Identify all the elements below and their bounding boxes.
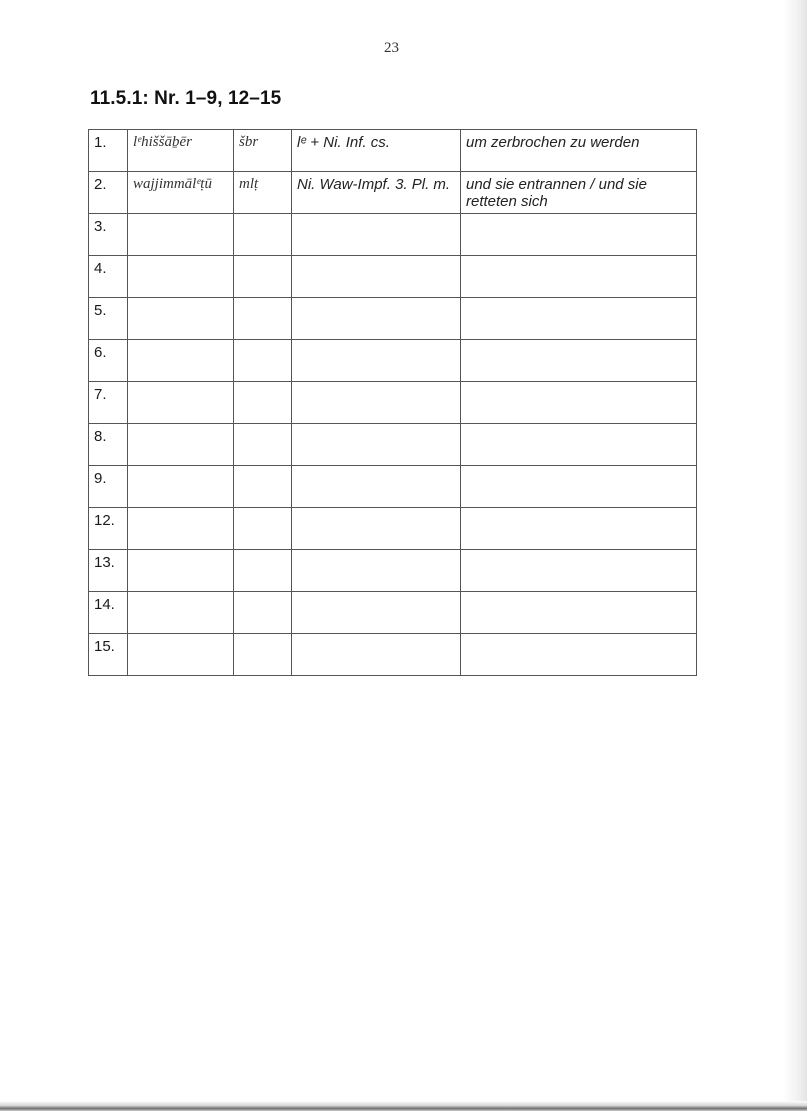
table-row — [89, 130, 697, 172]
root-cell — [234, 634, 292, 676]
analysis-cell: lᵉ + Ni. Inf. cs. — [292, 130, 461, 172]
row-number: 8. — [89, 424, 128, 466]
root-cell — [234, 592, 292, 634]
row-number: 6. — [89, 340, 128, 382]
word-form-cell — [128, 256, 234, 298]
row-number: 3. — [89, 214, 128, 256]
analysis-cell — [292, 424, 461, 466]
word-form-cell: lᵉhiššāḇēr — [128, 130, 234, 172]
row-number: 2. — [89, 172, 128, 214]
root-cell — [234, 424, 292, 466]
table-row — [89, 634, 697, 676]
root-cell — [234, 508, 292, 550]
word-form-cell — [128, 550, 234, 592]
translation-cell: und sie entrannen / und sie retteten sich — [461, 172, 697, 214]
translation-cell — [461, 256, 697, 298]
section-heading: 11.5.1: Nr. 1–9, 12–15 — [90, 88, 282, 109]
translation-cell — [461, 214, 697, 256]
translation-cell — [461, 466, 697, 508]
translation-cell — [461, 382, 697, 424]
root-cell: mlṭ — [234, 172, 292, 214]
row-number: 14. — [89, 592, 128, 634]
table-row — [89, 424, 697, 466]
analysis-cell — [292, 256, 461, 298]
scan-bottom-shadow — [0, 1101, 807, 1111]
table-row — [89, 550, 697, 592]
row-number: 12. — [89, 508, 128, 550]
translation-cell — [461, 592, 697, 634]
analysis-cell — [292, 592, 461, 634]
analysis-cell — [292, 298, 461, 340]
row-number: 1. — [89, 130, 128, 172]
word-form-cell — [128, 466, 234, 508]
exercise-table — [88, 129, 697, 676]
root-cell — [234, 550, 292, 592]
table-row — [89, 214, 697, 256]
root-cell — [234, 298, 292, 340]
table-row — [89, 466, 697, 508]
root-cell — [234, 340, 292, 382]
analysis-cell — [292, 466, 461, 508]
root-cell — [234, 382, 292, 424]
analysis-cell: Ni. Waw-Impf. 3. Pl. m. — [292, 172, 461, 214]
word-form-cell — [128, 592, 234, 634]
word-form-cell — [128, 340, 234, 382]
translation-cell — [461, 298, 697, 340]
row-number: 15. — [89, 634, 128, 676]
word-form-cell — [128, 298, 234, 340]
word-form-cell — [128, 382, 234, 424]
analysis-cell — [292, 382, 461, 424]
table-row — [89, 508, 697, 550]
row-number: 5. — [89, 298, 128, 340]
table-row — [89, 592, 697, 634]
translation-cell — [461, 550, 697, 592]
translation-cell — [461, 340, 697, 382]
root-cell — [234, 466, 292, 508]
root-cell — [234, 214, 292, 256]
translation-cell — [461, 424, 697, 466]
word-form-cell — [128, 214, 234, 256]
row-number: 7. — [89, 382, 128, 424]
table-row — [89, 172, 697, 214]
table-row — [89, 382, 697, 424]
word-form-cell — [128, 424, 234, 466]
analysis-cell — [292, 340, 461, 382]
word-form-cell: wajjimmālᵉṭū — [128, 172, 234, 214]
analysis-cell — [292, 634, 461, 676]
analysis-cell — [292, 508, 461, 550]
page-number: 23 — [384, 40, 399, 56]
analysis-cell — [292, 214, 461, 256]
table-row — [89, 256, 697, 298]
scan-edge-shadow — [783, 0, 807, 1111]
table-row — [89, 340, 697, 382]
word-form-cell — [128, 634, 234, 676]
row-number: 9. — [89, 466, 128, 508]
row-number: 4. — [89, 256, 128, 298]
row-number: 13. — [89, 550, 128, 592]
table-row — [89, 298, 697, 340]
translation-cell — [461, 508, 697, 550]
translation-cell: um zerbrochen zu werden — [461, 130, 697, 172]
root-cell — [234, 256, 292, 298]
root-cell: šbr — [234, 130, 292, 172]
analysis-cell — [292, 550, 461, 592]
word-form-cell — [128, 508, 234, 550]
translation-cell — [461, 634, 697, 676]
